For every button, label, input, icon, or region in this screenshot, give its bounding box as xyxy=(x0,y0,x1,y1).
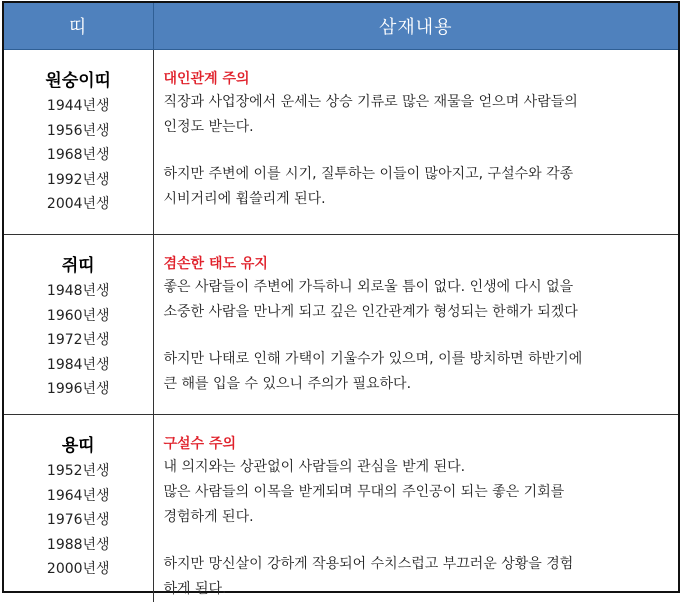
fortune-cell xyxy=(153,235,678,415)
fortune-line: 시비거리에 휩쓸리게 된다. xyxy=(164,187,669,212)
birth-year: 1960년생 xyxy=(5,304,152,329)
fortune-line: 하지만 망신살이 강하게 작용되어 수치스럽고 부끄러운 상황을 경험 xyxy=(164,552,669,577)
zodiac-cell xyxy=(4,415,153,602)
table-row xyxy=(4,50,678,235)
birth-year: 1972년생 xyxy=(5,328,152,353)
fortune-title: 구설수 주의 xyxy=(164,433,669,455)
table-row xyxy=(4,415,678,602)
fortune-line: 내 의지와는 상관없이 사람들의 관심을 받게 된다. xyxy=(164,455,669,480)
samjae-table xyxy=(4,3,678,602)
birth-year: 1956년생 xyxy=(5,119,152,144)
fortune-line: 경험하게 된다. xyxy=(164,505,669,530)
birth-year: 1988년생 xyxy=(5,533,152,558)
fortune-line: 인정도 받는다. xyxy=(164,115,669,140)
birth-year: 1996년생 xyxy=(5,377,152,402)
fortune-title: 겸손한 태도 유지 xyxy=(164,253,669,275)
fortune-line: 하지만 주변에 이를 시기, 질투하는 이들이 많아지고, 구설수와 각종 xyxy=(164,162,669,187)
fortune-line: 소중한 사람을 만나게 되고 깊은 인간관계가 형성되는 한해가 되겠다 xyxy=(164,300,669,325)
birth-year: 1992년생 xyxy=(5,168,152,193)
samjae-table-frame xyxy=(2,1,680,593)
fortune-line: 좋은 사람들이 주변에 가득하니 외로울 틈이 없다. 인생에 다시 없을 xyxy=(164,275,669,300)
header-row xyxy=(4,3,678,50)
fortune-line: 직장과 사업장에서 운세는 상승 기류로 많은 재물을 얻으며 사람들의 xyxy=(164,90,669,115)
fortune-title: 대인관계 주의 xyxy=(164,68,669,90)
fortune-line: 하지만 나태로 인해 가택이 기울수가 있으며, 이를 방치하면 하반기에 xyxy=(164,347,669,372)
header-content: 삼재내용 xyxy=(153,3,678,50)
birth-year: 2000년생 xyxy=(5,557,152,582)
birth-year: 1948년생 xyxy=(5,279,152,304)
birth-year: 2004년생 xyxy=(5,192,152,217)
zodiac-name: 쥐띠 xyxy=(5,251,152,276)
zodiac-cell xyxy=(4,235,153,415)
birth-year: 1944년생 xyxy=(5,94,152,119)
zodiac-name: 원숭이띠 xyxy=(5,66,152,91)
fortune-line: 큰 해를 입을 수 있으니 주의가 필요하다. xyxy=(164,372,669,397)
fortune-line: 많은 사람들의 이목을 받게되며 무대의 주인공이 되는 좋은 기회를 xyxy=(164,480,669,505)
fortune-cell xyxy=(153,50,678,235)
zodiac-cell xyxy=(4,50,153,235)
birth-year: 1964년생 xyxy=(5,484,152,509)
fortune-line: 하게 된다. xyxy=(164,577,669,602)
table-row xyxy=(4,235,678,415)
header-zodiac: 띠 xyxy=(4,3,153,50)
fortune-cell xyxy=(153,415,678,602)
birth-year: 1968년생 xyxy=(5,143,152,168)
birth-year: 1984년생 xyxy=(5,353,152,378)
birth-year: 1952년생 xyxy=(5,459,152,484)
zodiac-name: 용띠 xyxy=(5,431,152,456)
birth-year: 1976년생 xyxy=(5,508,152,533)
